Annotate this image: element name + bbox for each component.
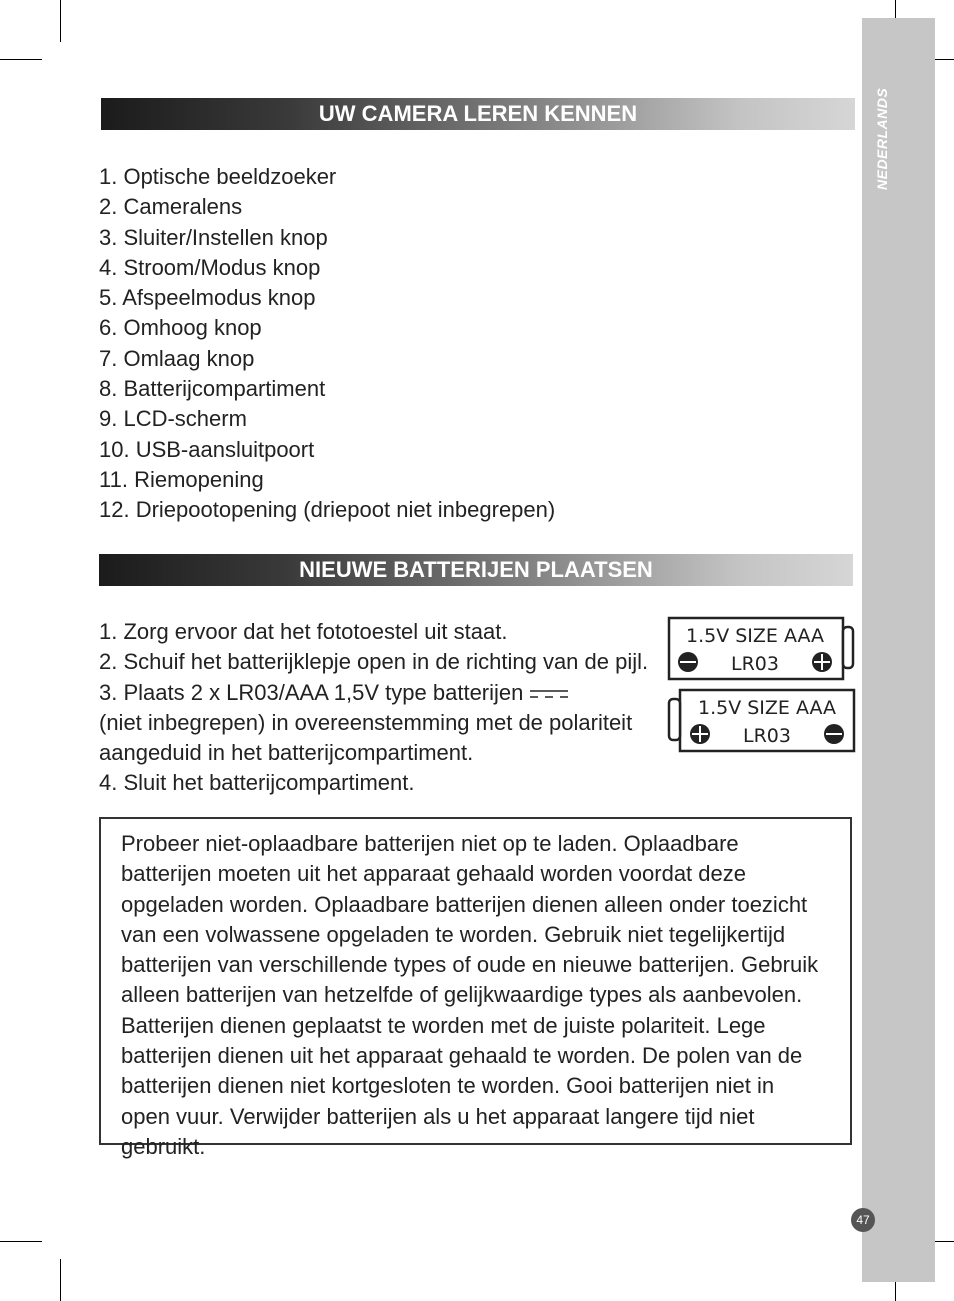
language-label: NEDERLANDS [874,87,890,190]
list-item: 2. Schuif het batterijklepje open in de richting van de pijl. [99,649,649,675]
list-item: 12. Driepootopening (driepoot niet inbegrepen) [99,497,556,523]
section-header-camera [101,98,855,130]
list-item: 6. Omhoog knop [99,315,262,341]
minus-icon [678,652,698,672]
list-item: 11. Riemopening [99,466,264,492]
list-item: 1. Optische beeldzoeker [99,164,337,189]
crop-mark [60,1259,61,1301]
dc-symbol-icon [529,688,569,700]
list-item: 4. Stroom/Modus knop [99,254,321,280]
battery-bottom-model: LR03 [743,725,791,747]
battery-top-model: LR03 [731,653,779,675]
language-sidebar [862,18,935,1282]
battery-bottom [669,690,854,751]
battery-warning-text: Probeer niet-oplaadbare batterijen niet op te laden. Oplaadbare batterijen moeten uit het apparaat gehaald worden voordat deze opgeladen worden. Oplaadbare batterijen dienen alleen onder toezicht van een volwassene opgeladen te worden. Gebruik niet tegelijkertijd batterijen van verschillende types of oude en nieuwe batterijen. Gebruik alleen batterijen van hetzelfde of gelijkwaardige types als aanbevolen. Batterijen dienen geplaatst te worden met de juiste polariteit. Lege batterijen dienen uit het apparaat gehaald te worden. De polen van de batterijen dienen niet kortgesloten te worden. Gooi batterijen niet in open vuur. Verwijder batterijen als u het apparaat langere tijd niet gebruikt. [121,831,819,1159]
plus-icon [690,724,710,744]
list-item: 3. Sluiter/Instellen knop [99,224,328,250]
crop-mark [60,0,61,42]
list-item: 10. USB-aansluitpoort [99,436,315,462]
list-item: 8. Batterijcompartiment [99,376,326,402]
list-item: 5. Afspeelmodus knop [99,285,316,311]
list-item: (niet inbegrepen) in overeenstemming met de polariteit [99,709,633,735]
step-text: 3. Plaats 2 x LR03/AAA 1,5V type batterijen [99,679,524,705]
battery-top-size: 1.5V SIZE AAA [685,625,825,647]
section-title-camera: UW CAMERA LEREN KENNEN [318,101,638,126]
battery-bottom-size: 1.5V SIZE AAA [697,697,837,719]
crop-mark [0,1241,42,1242]
page-number: 47 [851,1208,875,1232]
battery-warning-box [99,817,852,1159]
list-item: 4. Sluit het batterijcompartiment. [99,770,415,796]
list-item: 7. Omlaag knop [99,345,255,371]
plus-icon [812,652,832,672]
list-item: 1. Zorg ervoor dat het fototoestel uit staat. [99,619,508,644]
crop-mark [0,59,42,60]
list-item [99,678,648,708]
battery-top [669,618,853,679]
battery-diagram [665,614,857,756]
camera-parts-list [99,162,555,526]
minus-icon [824,724,844,744]
list-item: 2. Cameralens [99,194,243,220]
list-item: aangeduid in het batterijcompartiment. [99,740,474,766]
section-title-batteries: NIEUWE BATTERIJEN PLAATSEN [299,557,653,582]
section-header-batteries [99,554,853,586]
battery-steps-list [99,617,648,799]
list-item: 9. LCD-scherm [99,406,247,432]
